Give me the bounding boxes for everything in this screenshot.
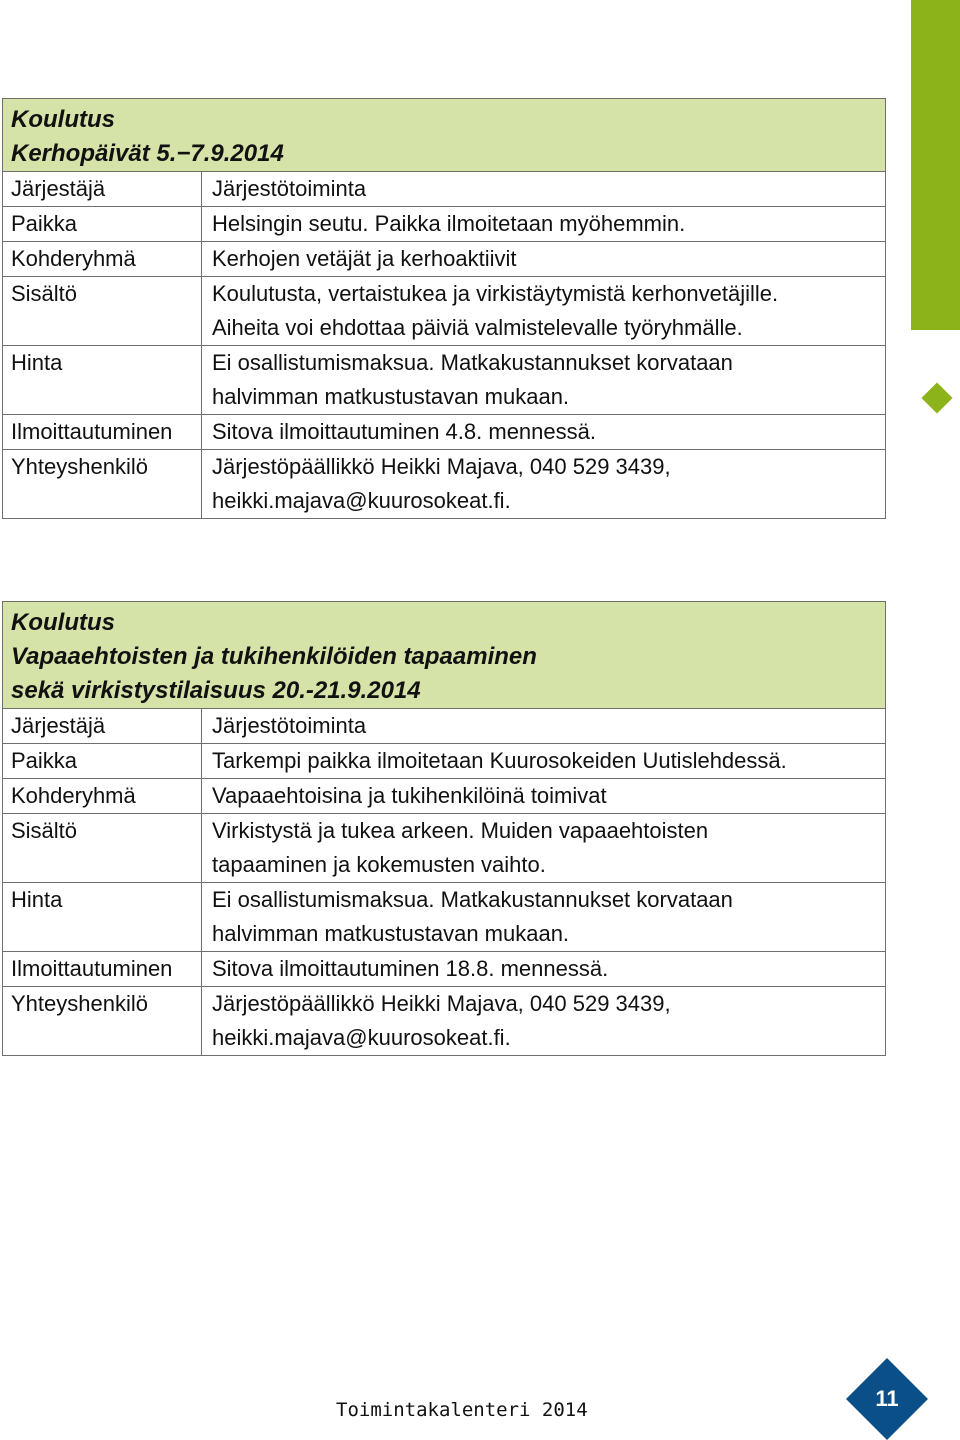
green-diamond-icon bbox=[921, 382, 952, 413]
table-row bbox=[3, 415, 886, 450]
row-label: Sisältö bbox=[3, 814, 202, 883]
page-number: 11 bbox=[875, 1386, 899, 1411]
event-table-kerhopaivat bbox=[2, 98, 886, 519]
row-value-line: Ei osallistumismaksua. Matkakustannukset korvataan bbox=[212, 350, 733, 375]
row-value-line: Järjestötoiminta bbox=[212, 713, 367, 738]
row-label: Kohderyhmä bbox=[3, 779, 202, 814]
event-header-row bbox=[3, 99, 886, 172]
row-label: Yhteyshenkilö bbox=[3, 987, 202, 1056]
contact-email[interactable]: heikki.majava@kuurosokeat.fi. bbox=[212, 1025, 511, 1050]
table-row bbox=[3, 987, 886, 1056]
row-value-line: Koulutusta, vertaistukea ja virkistäytymistä kerhonvetäjille. bbox=[212, 281, 779, 306]
row-value bbox=[202, 172, 886, 207]
green-side-bar bbox=[911, 0, 960, 330]
row-value bbox=[202, 450, 886, 519]
table-row bbox=[3, 450, 886, 519]
contact-email[interactable]: heikki.majava@kuurosokeat.fi. bbox=[212, 488, 511, 513]
row-value-line: Sitova ilmoittautuminen 18.8. mennessä. bbox=[212, 956, 609, 981]
row-value bbox=[202, 883, 886, 952]
table-row bbox=[3, 709, 886, 744]
row-value bbox=[202, 709, 886, 744]
row-value bbox=[202, 952, 886, 987]
table-row bbox=[3, 952, 886, 987]
table-row bbox=[3, 883, 886, 952]
table-row bbox=[3, 277, 886, 346]
row-value-line: Aiheita voi ehdottaa päiviä valmistelevalle työryhmälle. bbox=[212, 315, 743, 340]
row-value bbox=[202, 814, 886, 883]
footer-publication-title: Toimintakalenteri 2014 bbox=[336, 1399, 588, 1421]
row-value-line: halvimman matkustustavan mukaan. bbox=[212, 384, 570, 409]
row-value bbox=[202, 242, 886, 277]
event-title-line: Vapaaehtoisten ja tukihenkilöiden tapaaminen bbox=[11, 643, 537, 670]
event-table-vapaaehtoiset bbox=[2, 601, 886, 1056]
table-row bbox=[3, 346, 886, 415]
row-value bbox=[202, 207, 886, 242]
row-value-line: Tarkempi paikka ilmoitetaan Kuurosokeiden Uutislehdessä. bbox=[212, 748, 787, 773]
row-label: Hinta bbox=[3, 883, 202, 952]
row-value bbox=[202, 277, 886, 346]
row-label: Yhteyshenkilö bbox=[3, 450, 202, 519]
row-value-line: Järjestöpäällikkö Heikki Majava, 040 529 3439, bbox=[212, 991, 671, 1016]
row-label: Järjestäjä bbox=[3, 172, 202, 207]
row-label: Järjestäjä bbox=[3, 709, 202, 744]
event-title-line: Kerhopäivät 5.−7.9.2014 bbox=[11, 140, 284, 167]
table-row bbox=[3, 744, 886, 779]
row-label: Ilmoittautuminen bbox=[3, 415, 202, 450]
event-header bbox=[3, 99, 886, 172]
row-value-line: Järjestötoiminta bbox=[212, 176, 367, 201]
event-type-label: Koulutus bbox=[11, 609, 115, 636]
event-header-row bbox=[3, 602, 886, 709]
row-value-line: Virkistystä ja tukea arkeen. Muiden vapaaehtoisten bbox=[212, 818, 709, 843]
row-value-line: Helsingin seutu. Paikka ilmoitetaan myöhemmin. bbox=[212, 211, 686, 236]
row-label: Hinta bbox=[3, 346, 202, 415]
table-row bbox=[3, 207, 886, 242]
table-row bbox=[3, 172, 886, 207]
row-value bbox=[202, 779, 886, 814]
row-label: Sisältö bbox=[3, 277, 202, 346]
row-label: Paikka bbox=[3, 744, 202, 779]
row-value-line: Vapaaehtoisina ja tukihenkilöinä toimivat bbox=[212, 783, 607, 808]
row-value-line: Ei osallistumismaksua. Matkakustannukset korvataan bbox=[212, 887, 733, 912]
row-value-line: Järjestöpäällikkö Heikki Majava, 040 529 3439, bbox=[212, 454, 671, 479]
row-value-line: tapaaminen ja kokemusten vaihto. bbox=[212, 852, 546, 877]
table-row bbox=[3, 779, 886, 814]
event-header bbox=[3, 602, 886, 709]
row-value bbox=[202, 987, 886, 1056]
row-value-line: Kerhojen vetäjät ja kerhoaktiivit bbox=[212, 246, 517, 271]
row-value bbox=[202, 415, 886, 450]
row-label: Paikka bbox=[3, 207, 202, 242]
table-row bbox=[3, 242, 886, 277]
row-value bbox=[202, 744, 886, 779]
table-row bbox=[3, 814, 886, 883]
row-label: Kohderyhmä bbox=[3, 242, 202, 277]
row-label: Ilmoittautuminen bbox=[3, 952, 202, 987]
row-value-line: Sitova ilmoittautuminen 4.8. mennessä. bbox=[212, 419, 596, 444]
event-type-label: Koulutus bbox=[11, 106, 115, 133]
row-value bbox=[202, 346, 886, 415]
event-title-line: sekä virkistystilaisuus 20.-21.9.2014 bbox=[11, 677, 421, 704]
row-value-line: halvimman matkustustavan mukaan. bbox=[212, 921, 570, 946]
